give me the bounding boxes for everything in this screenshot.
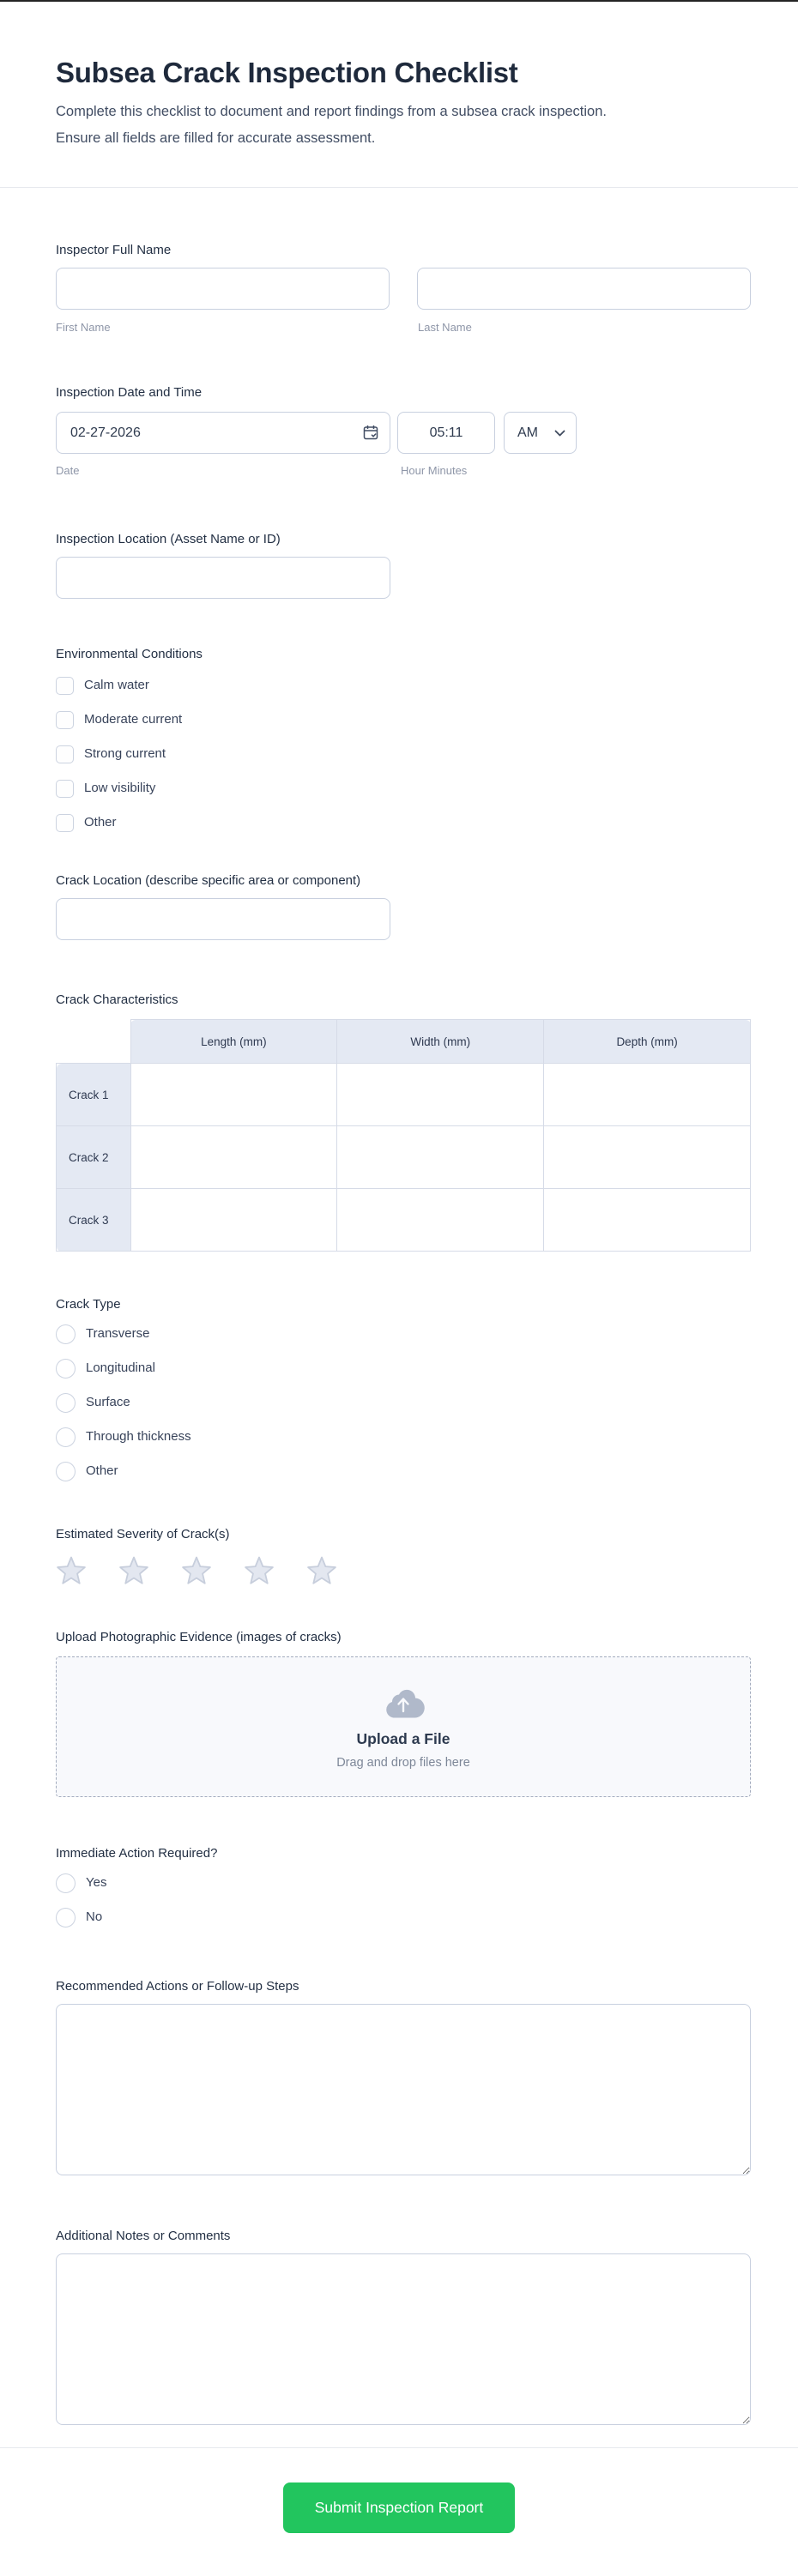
cloud-upload-arrow-icon: [381, 1684, 426, 1718]
crack-table-cell[interactable]: [130, 1126, 337, 1189]
screenshot-top-edge: [0, 0, 798, 2]
radio-circle[interactable]: [56, 1393, 76, 1413]
recommended-actions-textarea[interactable]: [56, 2004, 751, 2175]
star-icon[interactable]: [56, 1555, 87, 1585]
checkbox-calm-water[interactable]: [56, 675, 751, 696]
radio-through-thickness[interactable]: [56, 1427, 751, 1447]
crack-type-options: [56, 1324, 751, 1481]
upload-hint: Drag and drop files here: [336, 1756, 470, 1770]
severity-label: Estimated Severity of Crack(s): [56, 1527, 230, 1541]
chevron-down-icon: [554, 430, 565, 437]
last-name-sublabel: Last Name: [418, 321, 472, 334]
col-header-length: Length (mm): [130, 1020, 337, 1064]
table-header-row: [57, 1020, 751, 1064]
additional-notes-label: Additional Notes or Comments: [56, 2229, 231, 2243]
radio-circle[interactable]: [56, 1427, 76, 1447]
location-label: Inspection Location (Asset Name or ID): [56, 532, 281, 546]
crack-table-cell[interactable]: [130, 1189, 337, 1252]
date-field-wrap: [56, 412, 390, 454]
form-body: [0, 242, 798, 2425]
checkbox-box[interactable]: [56, 780, 74, 798]
inspector-name-label: Inspector Full Name: [56, 243, 172, 257]
table-corner-cell: [57, 1020, 131, 1064]
page-title: Subsea Crack Inspection Checklist: [56, 57, 518, 88]
section-additional-notes: [56, 2228, 751, 2425]
crack-table-cell[interactable]: [544, 1189, 751, 1252]
section-severity: [56, 1526, 751, 1585]
checkbox-box[interactable]: [56, 711, 74, 729]
upload-title: Upload a File: [356, 1730, 450, 1747]
form-footer: [0, 2448, 798, 2576]
page-description: Complete this checklist to document and report findings from a subsea crack inspection. Ensure all fields are filled for accurate assessment.: [56, 104, 607, 146]
upload-dropzone[interactable]: [56, 1656, 751, 1797]
section-environment: [56, 646, 751, 833]
table-row: [57, 1126, 751, 1189]
radio-circle[interactable]: [56, 1908, 76, 1927]
radio-circle[interactable]: [56, 1359, 76, 1378]
crack-table-cell[interactable]: [337, 1126, 544, 1189]
crack-location-label: Crack Location (describe specific area or component): [56, 873, 361, 888]
checkbox-label: Moderate current: [84, 712, 183, 727]
crack-table-label: Crack Characteristics: [56, 992, 178, 1007]
section-inspector-name: [56, 242, 751, 335]
submit-button[interactable]: Submit Inspection Report: [283, 2482, 515, 2533]
meridiem-select[interactable]: [504, 412, 577, 454]
form-header: [0, 56, 798, 152]
radio-label: Yes: [86, 1875, 107, 1890]
last-name-input[interactable]: [417, 268, 751, 310]
crack-table-cell[interactable]: [544, 1064, 751, 1126]
section-datetime: [56, 384, 751, 478]
radio-label: No: [86, 1909, 103, 1924]
location-input[interactable]: [56, 557, 390, 599]
crack-table-cell[interactable]: [544, 1126, 751, 1189]
section-immediate-action: [56, 1845, 751, 1927]
star-icon[interactable]: [118, 1555, 149, 1585]
crack-location-input[interactable]: [56, 898, 390, 940]
radio-label: Surface: [86, 1395, 130, 1409]
checkbox-label: Calm water: [84, 678, 149, 692]
section-crack-type: [56, 1296, 751, 1481]
section-location: [56, 531, 751, 599]
radio-circle[interactable]: [56, 1324, 76, 1344]
radio-label: Transverse: [86, 1326, 150, 1341]
row-header-crack-3: Crack 3: [57, 1189, 131, 1252]
upload-label: Upload Photographic Evidence (images of cracks): [56, 1630, 342, 1644]
recommended-actions-label: Recommended Actions or Follow-up Steps: [56, 1979, 299, 1994]
row-header-crack-1: Crack 1: [57, 1064, 131, 1126]
meridiem-value: AM: [517, 425, 538, 440]
table-row: [57, 1189, 751, 1252]
radio-yes[interactable]: [56, 1873, 751, 1893]
checkbox-other[interactable]: [56, 812, 751, 833]
radio-other[interactable]: [56, 1461, 751, 1481]
section-recommended-actions: [56, 1978, 751, 2175]
date-input[interactable]: [56, 412, 390, 454]
time-sublabel: Hour Minutes: [401, 464, 468, 477]
radio-surface[interactable]: [56, 1392, 751, 1413]
environment-options: [56, 675, 751, 833]
date-sublabel: Date: [56, 464, 80, 477]
radio-label: Through thickness: [86, 1429, 191, 1444]
radio-label: Other: [86, 1463, 118, 1478]
header-divider: [0, 187, 798, 188]
radio-transverse[interactable]: [56, 1324, 751, 1344]
star-icon[interactable]: [181, 1555, 212, 1585]
crack-table-cell[interactable]: [337, 1064, 544, 1126]
table-row: [57, 1064, 751, 1126]
radio-no[interactable]: [56, 1907, 751, 1927]
star-icon[interactable]: [306, 1555, 337, 1585]
section-crack-location: [56, 872, 751, 940]
calendar-check-icon[interactable]: [362, 424, 379, 441]
section-crack-characteristics: [56, 992, 751, 1252]
checkbox-box[interactable]: [56, 677, 74, 695]
checkbox-box[interactable]: [56, 745, 74, 763]
first-name-input[interactable]: [56, 268, 390, 310]
col-header-depth: Depth (mm): [544, 1020, 751, 1064]
col-header-width: Width (mm): [337, 1020, 544, 1064]
checkbox-label: Strong current: [84, 746, 166, 761]
datetime-label: Inspection Date and Time: [56, 385, 203, 400]
radio-longitudinal[interactable]: [56, 1358, 751, 1378]
checkbox-box[interactable]: [56, 814, 74, 832]
section-upload: [56, 1629, 751, 1797]
environment-label: Environmental Conditions: [56, 647, 203, 661]
checkbox-label: Other: [84, 815, 117, 830]
radio-label: Longitudinal: [86, 1360, 155, 1375]
first-name-sublabel: First Name: [56, 321, 111, 334]
crack-characteristics-table: [56, 1019, 751, 1252]
immediate-action-options: [56, 1873, 751, 1927]
star-rating: [56, 1555, 751, 1585]
row-header-crack-2: Crack 2: [57, 1126, 131, 1189]
radio-circle[interactable]: [56, 1462, 76, 1481]
additional-notes-textarea[interactable]: [56, 2253, 751, 2425]
immediate-action-label: Immediate Action Required?: [56, 1846, 218, 1861]
crack-type-label: Crack Type: [56, 1297, 121, 1312]
checkbox-strong-current[interactable]: [56, 744, 751, 764]
checkbox-label: Low visibility: [84, 781, 156, 795]
radio-circle[interactable]: [56, 1873, 76, 1893]
crack-table-cell[interactable]: [337, 1189, 544, 1252]
crack-table-cell[interactable]: [130, 1064, 337, 1126]
checkbox-moderate-current[interactable]: [56, 709, 751, 730]
checkbox-low-visibility[interactable]: [56, 778, 751, 799]
time-input[interactable]: [397, 412, 495, 454]
star-icon[interactable]: [244, 1555, 275, 1585]
